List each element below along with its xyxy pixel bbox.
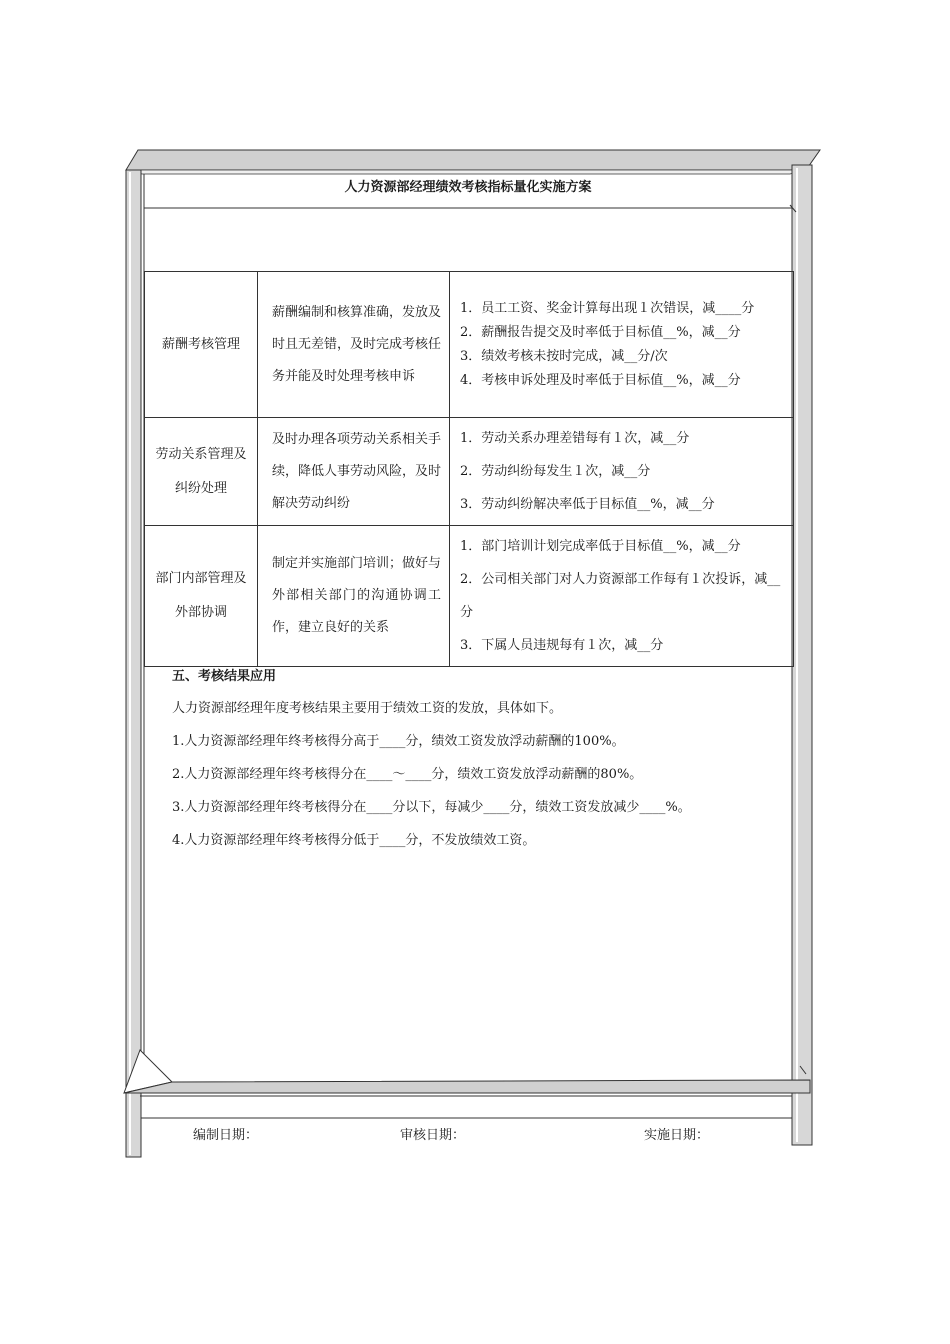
- items-cell: [450, 418, 794, 526]
- category-cell: 部门内部管理及外部协调: [145, 526, 258, 667]
- document-title: 人力资源部经理绩效考核指标量化实施方案: [344, 180, 592, 195]
- items-cell: [450, 272, 794, 418]
- rule-item: 1.人力资源部经理年终考核得分高于____分，绩效工资发放浮动薪酬的100%。: [172, 734, 625, 749]
- list-item: 3．劳动纠纷解决率低于目标值__%，减__分: [460, 497, 715, 512]
- list-item: 1．劳动关系办理差错每有１次，减__分: [460, 431, 690, 446]
- effective-date-label: 实施日期：: [644, 1128, 710, 1143]
- prepared-date-label: 编制日期：: [193, 1128, 259, 1143]
- list-item: 2．薪酬报告提交及时率低于目标值__%，减__分: [460, 324, 741, 340]
- items-cell: [450, 526, 794, 667]
- kpi-table: [144, 271, 794, 667]
- table-row: [145, 418, 794, 526]
- category-cell: 劳动关系管理及纠纷处理: [145, 418, 258, 526]
- list-item: 4．考核申诉处理及时率低于目标值__%，减__分: [460, 372, 741, 388]
- list-item: 3．绩效考核未按时完成，减__分/次: [460, 348, 668, 364]
- rule-item: 3.人力资源部经理年终考核得分在____分以下，每减少____分，绩效工资发放减少____%。: [172, 800, 691, 815]
- list-item: 1．部门培训计划完成率低于目标值__%，减__分: [460, 539, 741, 554]
- description-cell: 及时办理各项劳动关系相关手续，降低人事劳动风险，及时解决劳动纠纷: [258, 418, 450, 526]
- rule-item: 2.人力资源部经理年终考核得分在____～____分，绩效工资发放浮动薪酬的80%。: [172, 767, 643, 782]
- section-intro: 人力资源部经理年度考核结果主要用于绩效工资的发放，具体如下。: [172, 701, 563, 716]
- description-cell: 薪酬编制和核算准确，发放及时且无差错，及时完成考核任务并能及时处理考核申诉: [258, 272, 450, 418]
- category-cell: 薪酬考核管理: [145, 272, 258, 418]
- table-row: [145, 272, 794, 418]
- list-item: 1．员工工资、奖金计算每出现１次错误，减____分: [460, 300, 755, 316]
- reviewed-date-label: 审核日期：: [400, 1128, 466, 1143]
- list-item: 2．劳动纠纷每发生１次，减__分: [460, 464, 651, 479]
- table-row: [145, 526, 794, 667]
- rule-item: 4.人力资源部经理年终考核得分低于____分，不发放绩效工资。: [172, 833, 536, 848]
- section-heading: 五、考核结果应用: [172, 669, 277, 684]
- description-cell: 制定并实施部门培训；做好与外部相关部门的沟通协调工作，建立良好的关系: [258, 526, 450, 667]
- list-item: 3．下属人员违规每有１次，减__分: [460, 638, 664, 653]
- list-item: 2．公司相关部门对人力资源部工作每有１次投诉，减__分: [460, 572, 781, 620]
